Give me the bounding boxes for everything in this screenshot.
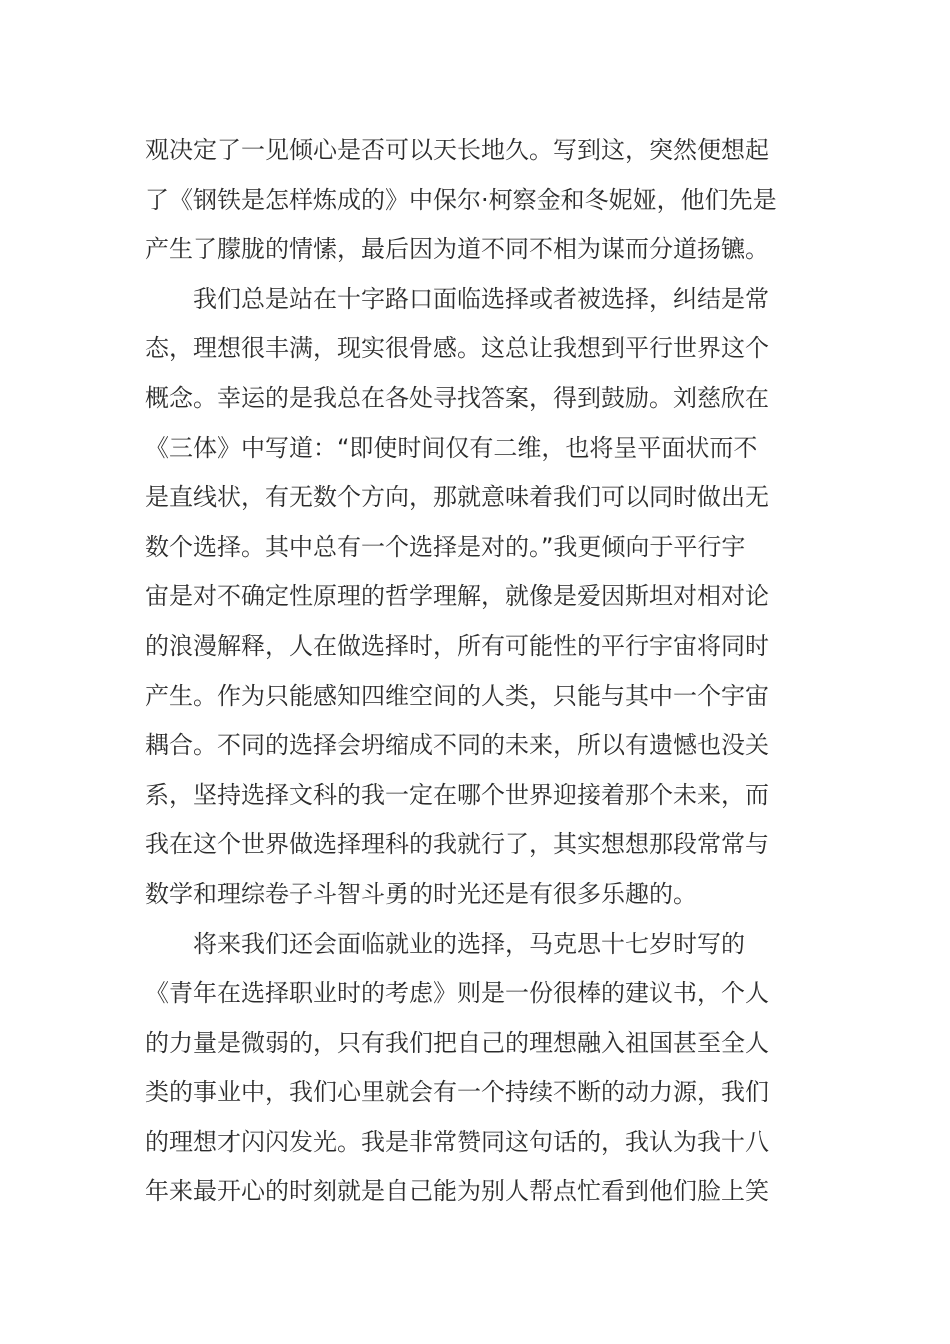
paragraph-2 [145, 275, 805, 920]
text-line: 的浪漫解释，人在做选择时，所有可能性的平行宇宙将同时 [145, 631, 769, 660]
text-line: 数个选择。其中总有一个选择是对的。”我更倾向于平行宇 [145, 532, 746, 561]
text-line: 了《钢铁是怎样炼成的》中保尔·柯察金和冬妮娅，他们先是 [145, 185, 777, 214]
text-line: 我在这个世界做选择理科的我就行了，其实想想那段常常与 [145, 830, 769, 859]
text-line: 《青年在选择职业时的考虑》则是一份很棒的建议书，个人 [145, 979, 769, 1008]
paragraph-3 [145, 920, 805, 1218]
text-line: 将来我们还会面临就业的选择，马克思十七岁时写的 [193, 929, 745, 958]
text-line: 产生了朦胧的情愫，最后因为道不同不相为谋而分道扬镳。 [145, 235, 769, 264]
document-body [145, 126, 805, 1217]
text-line: 耦合。不同的选择会坍缩成不同的未来，所以有遗憾也没关 [145, 731, 769, 760]
text-line: 产生。作为只能感知四维空间的人类，只能与其中一个宇宙 [145, 681, 769, 710]
text-line: 类的事业中，我们心里就会有一个持续不断的动力源，我们 [145, 1078, 769, 1107]
text-line: 概念。幸运的是我总在各处寻找答案，得到鼓励。刘慈欣在 [145, 383, 769, 412]
text-line: 态，理想很丰满，现实很骨感。这总让我想到平行世界这个 [145, 334, 769, 363]
text-line: 年来最开心的时刻就是自己能为别人帮点忙看到他们脸上笑 [145, 1177, 769, 1206]
text-line: 是直线状，有无数个方向，那就意味着我们可以同时做出无 [145, 483, 769, 512]
text-line: 宙是对不确定性原理的哲学理解，就像是爱因斯坦对相对论 [145, 582, 769, 611]
text-line: 我们总是站在十字路口面临选择或者被选择，纠结是常 [193, 284, 769, 313]
text-line: 《三体》中写道：“即使时间仅有二维，也将呈平面状而不 [145, 433, 758, 462]
text-line: 的力量是微弱的，只有我们把自己的理想融入祖国甚至全人 [145, 1028, 769, 1057]
paragraph-1 [145, 126, 805, 275]
text-line: 系，坚持选择文科的我一定在哪个世界迎接着那个未来，而 [145, 780, 769, 809]
text-line: 数学和理综卷子斗智斗勇的时光还是有很多乐趣的。 [145, 879, 697, 908]
text-line: 观决定了一见倾心是否可以天长地久。写到这，突然便想起 [145, 136, 769, 164]
text-line: 的理想才闪闪发光。我是非常赞同这句话的，我认为我十八 [145, 1127, 769, 1156]
